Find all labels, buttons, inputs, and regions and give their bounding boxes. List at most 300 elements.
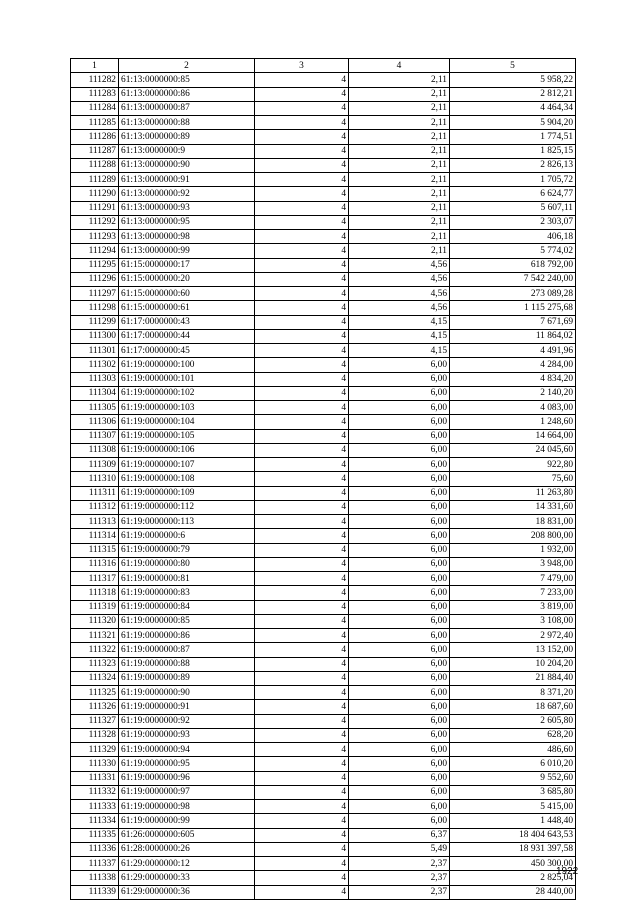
table-cell-col-1: 111326	[71, 700, 119, 714]
table-row	[71, 871, 576, 885]
table-cell-col-5: 1 248,60	[450, 415, 576, 429]
table-cell-col-2: 61:19:0000000:100	[119, 358, 255, 372]
table-cell-col-1: 111307	[71, 429, 119, 443]
table-row	[71, 686, 576, 700]
table-cell-col-1: 111290	[71, 187, 119, 201]
table-cell-col-5: 6 624,77	[450, 187, 576, 201]
table-row	[71, 785, 576, 799]
table-cell-col-4: 6,00	[349, 429, 450, 443]
table-cell-col-1: 111297	[71, 287, 119, 301]
table-cell-col-4: 6,00	[349, 671, 450, 685]
table-cell-col-1: 111286	[71, 130, 119, 144]
table-cell-col-1: 111332	[71, 785, 119, 799]
table-cell-col-2: 61:13:0000000:93	[119, 201, 255, 215]
table-cell-col-4: 6,00	[349, 714, 450, 728]
table-row	[71, 857, 576, 871]
table-cell-col-4: 6,00	[349, 572, 450, 586]
table-cell-col-5: 9 552,60	[450, 771, 576, 785]
table-cell-col-5: 3 948,00	[450, 557, 576, 571]
table-row	[71, 671, 576, 685]
table-cell-col-5: 628,20	[450, 728, 576, 742]
table-row	[71, 800, 576, 814]
table-cell-col-4: 2,11	[349, 116, 450, 130]
table-cell-col-4: 6,00	[349, 443, 450, 457]
table-cell-col-4: 2,11	[349, 158, 450, 172]
table-cell-col-3: 4	[255, 814, 349, 828]
table-row	[71, 629, 576, 643]
table-cell-col-2: 61:19:0000000:80	[119, 557, 255, 571]
table-cell-col-2: 61:13:0000000:98	[119, 230, 255, 244]
table-cell-col-2: 61:19:0000000:93	[119, 728, 255, 742]
table-cell-col-1: 111330	[71, 757, 119, 771]
table-cell-col-5: 406,18	[450, 230, 576, 244]
table-row	[71, 828, 576, 842]
table-cell-col-2: 61:15:0000000:61	[119, 301, 255, 315]
table-cell-col-3: 4	[255, 643, 349, 657]
table-cell-col-4: 2,11	[349, 215, 450, 229]
table-cell-col-3: 4	[255, 629, 349, 643]
table-cell-col-1: 111314	[71, 529, 119, 543]
table-cell-col-3: 4	[255, 486, 349, 500]
table-cell-col-3: 4	[255, 686, 349, 700]
table-cell-col-2: 61:19:0000000:87	[119, 643, 255, 657]
table-row	[71, 529, 576, 543]
table-cell-col-1: 111327	[71, 714, 119, 728]
table-cell-col-3: 4	[255, 586, 349, 600]
table-cell-col-1: 111338	[71, 871, 119, 885]
table-cell-col-5: 1 448,40	[450, 814, 576, 828]
table-cell-col-2: 61:13:0000000:88	[119, 116, 255, 130]
table-cell-col-5: 4 083,00	[450, 401, 576, 415]
table-cell-col-3: 4	[255, 714, 349, 728]
column-header-5: 5	[450, 59, 576, 73]
table-row	[71, 101, 576, 115]
table-cell-col-1: 111308	[71, 443, 119, 457]
table-cell-col-3: 4	[255, 800, 349, 814]
table-cell-col-3: 4	[255, 543, 349, 557]
table-cell-col-2: 61:29:0000000:33	[119, 871, 255, 885]
table-cell-col-2: 61:19:0000000:6	[119, 529, 255, 543]
table-cell-col-3: 4	[255, 358, 349, 372]
table-cell-col-2: 61:13:0000000:90	[119, 158, 255, 172]
table-cell-col-5: 11 263,80	[450, 486, 576, 500]
table-cell-col-5: 8 371,20	[450, 686, 576, 700]
table-cell-col-1: 111322	[71, 643, 119, 657]
table-cell-col-5: 21 884,40	[450, 671, 576, 685]
table-cell-col-2: 61:19:0000000:97	[119, 785, 255, 799]
table-cell-col-2: 61:13:0000000:9	[119, 144, 255, 158]
table-cell-col-2: 61:17:0000000:45	[119, 344, 255, 358]
table-cell-col-4: 2,11	[349, 130, 450, 144]
table-cell-col-4: 2,11	[349, 244, 450, 258]
table-cell-col-5: 4 834,20	[450, 372, 576, 386]
table-cell-col-5: 28 440,00	[450, 885, 576, 899]
table-row	[71, 814, 576, 828]
column-header-1: 1	[71, 59, 119, 73]
table-cell-col-3: 4	[255, 415, 349, 429]
table-cell-col-3: 4	[255, 515, 349, 529]
table-cell-col-5: 6 010,20	[450, 757, 576, 771]
table-cell-col-2: 61:13:0000000:92	[119, 187, 255, 201]
table-cell-col-4: 4,15	[349, 315, 450, 329]
table-cell-col-1: 111289	[71, 173, 119, 187]
table-cell-col-2: 61:13:0000000:85	[119, 73, 255, 87]
table-cell-col-2: 61:19:0000000:84	[119, 600, 255, 614]
table-cell-col-5: 208 800,00	[450, 529, 576, 543]
table-row	[71, 258, 576, 272]
table-cell-col-5: 4 284,00	[450, 358, 576, 372]
table-cell-col-4: 6,00	[349, 657, 450, 671]
header-row	[71, 59, 576, 73]
table-row	[71, 885, 576, 899]
table-cell-col-1: 111301	[71, 344, 119, 358]
page-number: 1922	[556, 866, 579, 877]
table-cell-col-4: 6,00	[349, 515, 450, 529]
table-cell-col-3: 4	[255, 215, 349, 229]
table-row	[71, 201, 576, 215]
table-cell-col-1: 111282	[71, 73, 119, 87]
table-row	[71, 158, 576, 172]
table-row	[71, 73, 576, 87]
table-cell-col-2: 61:19:0000000:88	[119, 657, 255, 671]
table-cell-col-4: 6,00	[349, 458, 450, 472]
table-cell-col-2: 61:19:0000000:107	[119, 458, 255, 472]
table-cell-col-5: 1 115 275,68	[450, 301, 576, 315]
table-cell-col-4: 2,37	[349, 857, 450, 871]
table-cell-col-1: 111325	[71, 686, 119, 700]
table-cell-col-5: 5 774,02	[450, 244, 576, 258]
table-cell-col-4: 6,00	[349, 386, 450, 400]
table-cell-col-5: 7 479,00	[450, 572, 576, 586]
table-row	[71, 87, 576, 101]
table-cell-col-2: 61:17:0000000:43	[119, 315, 255, 329]
table-cell-col-2: 61:19:0000000:99	[119, 814, 255, 828]
table-cell-col-4: 6,00	[349, 629, 450, 643]
table-cell-col-5: 18 931 397,58	[450, 842, 576, 856]
table-cell-col-2: 61:19:0000000:90	[119, 686, 255, 700]
table-cell-col-2: 61:29:0000000:12	[119, 857, 255, 871]
table-cell-col-3: 4	[255, 429, 349, 443]
table-cell-col-4: 2,11	[349, 201, 450, 215]
table-cell-col-2: 61:19:0000000:105	[119, 429, 255, 443]
table-row	[71, 386, 576, 400]
table-cell-col-3: 4	[255, 529, 349, 543]
table-cell-col-5: 14 664,00	[450, 429, 576, 443]
table-cell-col-5: 2 140,20	[450, 386, 576, 400]
table-cell-col-2: 61:29:0000000:36	[119, 885, 255, 899]
table-cell-col-1: 111296	[71, 272, 119, 286]
table-cell-col-4: 2,11	[349, 187, 450, 201]
table-row	[71, 415, 576, 429]
column-header-2: 2	[119, 59, 255, 73]
table-cell-col-1: 111336	[71, 842, 119, 856]
table-cell-col-2: 61:19:0000000:108	[119, 472, 255, 486]
table-cell-col-1: 111299	[71, 315, 119, 329]
table-cell-col-3: 4	[255, 700, 349, 714]
table-cell-col-3: 4	[255, 187, 349, 201]
table-row	[71, 643, 576, 657]
table-cell-col-2: 61:19:0000000:102	[119, 386, 255, 400]
table-row	[71, 614, 576, 628]
table-cell-col-4: 6,00	[349, 557, 450, 571]
table-row	[71, 272, 576, 286]
table-row	[71, 557, 576, 571]
table-cell-col-3: 4	[255, 785, 349, 799]
table-cell-col-2: 61:19:0000000:112	[119, 500, 255, 514]
table-cell-col-3: 4	[255, 201, 349, 215]
table-cell-col-1: 111302	[71, 358, 119, 372]
table-cell-col-4: 6,00	[349, 686, 450, 700]
table-cell-col-4: 2,11	[349, 230, 450, 244]
table-cell-col-1: 111319	[71, 600, 119, 614]
table-cell-col-5: 75,60	[450, 472, 576, 486]
table-row	[71, 429, 576, 443]
table-cell-col-4: 6,00	[349, 814, 450, 828]
table-cell-col-3: 4	[255, 757, 349, 771]
table-cell-col-3: 4	[255, 828, 349, 842]
table-cell-col-3: 4	[255, 500, 349, 514]
table-cell-col-4: 4,56	[349, 301, 450, 315]
table-row	[71, 301, 576, 315]
table-row	[71, 344, 576, 358]
table-cell-col-4: 2,11	[349, 87, 450, 101]
table-cell-col-3: 4	[255, 743, 349, 757]
table-cell-col-4: 2,37	[349, 871, 450, 885]
table-cell-col-1: 111313	[71, 515, 119, 529]
table-row	[71, 329, 576, 343]
table-cell-col-1: 111331	[71, 771, 119, 785]
table-cell-col-5: 3 819,00	[450, 600, 576, 614]
table-row	[71, 842, 576, 856]
table-cell-col-3: 4	[255, 344, 349, 358]
table-cell-col-3: 4	[255, 130, 349, 144]
table-cell-col-3: 4	[255, 87, 349, 101]
table-cell-col-1: 111300	[71, 329, 119, 343]
table-row	[71, 543, 576, 557]
table-cell-col-4: 6,00	[349, 743, 450, 757]
table-cell-col-2: 61:19:0000000:86	[119, 629, 255, 643]
table-cell-col-5: 2 605,80	[450, 714, 576, 728]
table-cell-col-5: 14 331,60	[450, 500, 576, 514]
table-cell-col-1: 111329	[71, 743, 119, 757]
table-cell-col-3: 4	[255, 871, 349, 885]
table-cell-col-5: 10 204,20	[450, 657, 576, 671]
table-cell-col-1: 111310	[71, 472, 119, 486]
table-cell-col-5: 4 464,34	[450, 101, 576, 115]
table-cell-col-1: 111284	[71, 101, 119, 115]
table-cell-col-5: 5 958,22	[450, 73, 576, 87]
table-cell-col-4: 6,00	[349, 643, 450, 657]
table-cell-col-2: 61:17:0000000:44	[119, 329, 255, 343]
table-cell-col-2: 61:19:0000000:106	[119, 443, 255, 457]
table-cell-col-1: 111335	[71, 828, 119, 842]
table-row	[71, 472, 576, 486]
table-cell-col-3: 4	[255, 287, 349, 301]
table-cell-col-2: 61:19:0000000:96	[119, 771, 255, 785]
table-cell-col-3: 4	[255, 329, 349, 343]
table-row	[71, 372, 576, 386]
table-cell-col-3: 4	[255, 144, 349, 158]
table-cell-col-4: 6,00	[349, 586, 450, 600]
table-cell-col-3: 4	[255, 244, 349, 258]
table-cell-col-1: 111334	[71, 814, 119, 828]
table-cell-col-4: 6,00	[349, 543, 450, 557]
table-cell-col-2: 61:19:0000000:79	[119, 543, 255, 557]
table-header	[71, 59, 576, 73]
table-cell-col-4: 6,00	[349, 372, 450, 386]
table-cell-col-1: 111303	[71, 372, 119, 386]
table-cell-col-3: 4	[255, 315, 349, 329]
table-cell-col-1: 111321	[71, 629, 119, 643]
table-row	[71, 486, 576, 500]
table-cell-col-2: 61:15:0000000:20	[119, 272, 255, 286]
table-cell-col-1: 111337	[71, 857, 119, 871]
table-row	[71, 287, 576, 301]
table-cell-col-3: 4	[255, 301, 349, 315]
table-cell-col-5: 13 152,00	[450, 643, 576, 657]
table-cell-col-3: 4	[255, 258, 349, 272]
table-cell-col-5: 3 108,00	[450, 614, 576, 628]
table-cell-col-1: 111287	[71, 144, 119, 158]
table-cell-col-4: 6,00	[349, 401, 450, 415]
table-cell-col-5: 2 825,04	[450, 871, 576, 885]
table-cell-col-3: 4	[255, 158, 349, 172]
table-cell-col-2: 61:13:0000000:89	[119, 130, 255, 144]
table-cell-col-1: 111305	[71, 401, 119, 415]
table-cell-col-1: 111306	[71, 415, 119, 429]
table-cell-col-4: 2,11	[349, 73, 450, 87]
table-row	[71, 116, 576, 130]
table-cell-col-5: 486,60	[450, 743, 576, 757]
table-cell-col-4: 6,00	[349, 785, 450, 799]
table-cell-col-2: 61:19:0000000:101	[119, 372, 255, 386]
table-cell-col-3: 4	[255, 671, 349, 685]
table-cell-col-1: 111288	[71, 158, 119, 172]
table-cell-col-4: 2,11	[349, 144, 450, 158]
table-cell-col-1: 111285	[71, 116, 119, 130]
table-row	[71, 358, 576, 372]
table-cell-col-5: 2 303,07	[450, 215, 576, 229]
table-row	[71, 244, 576, 258]
table-cell-col-5: 5 904,20	[450, 116, 576, 130]
table-cell-col-4: 6,00	[349, 757, 450, 771]
table-cell-col-3: 4	[255, 101, 349, 115]
table-cell-col-3: 4	[255, 614, 349, 628]
table-cell-col-2: 61:19:0000000:85	[119, 614, 255, 628]
table-cell-col-5: 18 831,00	[450, 515, 576, 529]
table-row	[71, 500, 576, 514]
column-header-3: 3	[255, 59, 349, 73]
table-cell-col-1: 111316	[71, 557, 119, 571]
table-cell-col-2: 61:19:0000000:81	[119, 572, 255, 586]
table-cell-col-3: 4	[255, 173, 349, 187]
table-cell-col-5: 1 705,72	[450, 173, 576, 187]
table-cell-col-1: 111318	[71, 586, 119, 600]
table-row	[71, 743, 576, 757]
table-row	[71, 458, 576, 472]
table-cell-col-1: 111312	[71, 500, 119, 514]
table-cell-col-5: 18 687,60	[450, 700, 576, 714]
table-cell-col-4: 6,00	[349, 600, 450, 614]
table-cell-col-4: 6,00	[349, 800, 450, 814]
table-cell-col-4: 6,00	[349, 529, 450, 543]
table-row	[71, 315, 576, 329]
table-cell-col-2: 61:15:0000000:17	[119, 258, 255, 272]
table-cell-col-5: 1 825,15	[450, 144, 576, 158]
table-body	[71, 73, 579, 900]
table-row	[71, 443, 576, 457]
table-cell-col-5: 618 792,00	[450, 258, 576, 272]
table-cell-col-2: 61:13:0000000:91	[119, 173, 255, 187]
table-row	[71, 771, 576, 785]
table-cell-col-3: 4	[255, 401, 349, 415]
table-cell-col-1: 111311	[71, 486, 119, 500]
table-row	[71, 173, 576, 187]
table-cell-col-4: 6,00	[349, 771, 450, 785]
table-cell-col-1: 111291	[71, 201, 119, 215]
table-cell-col-2: 61:26:0000000:605	[119, 828, 255, 842]
table-cell-col-4: 4,15	[349, 329, 450, 343]
table-cell-col-5: 2 972,40	[450, 629, 576, 643]
table-cell-col-3: 4	[255, 885, 349, 899]
table-cell-col-3: 4	[255, 572, 349, 586]
table-cell-col-3: 4	[255, 73, 349, 87]
table-cell-col-2: 61:19:0000000:83	[119, 586, 255, 600]
table-cell-col-5: 7 542 240,00	[450, 272, 576, 286]
table-cell-col-5: 7 671,69	[450, 315, 576, 329]
table-cell-col-4: 4,15	[349, 344, 450, 358]
table-cell-col-5: 273 089,28	[450, 287, 576, 301]
table-cell-col-1: 111315	[71, 543, 119, 557]
table-cell-col-2: 61:28:0000000:26	[119, 842, 255, 856]
table-row	[71, 586, 576, 600]
table-cell-col-2: 61:15:0000000:60	[119, 287, 255, 301]
table-cell-col-3: 4	[255, 657, 349, 671]
table-cell-col-2: 61:13:0000000:87	[119, 101, 255, 115]
table-row	[71, 401, 576, 415]
table-cell-col-2: 61:19:0000000:95	[119, 757, 255, 771]
table-cell-col-5: 922,80	[450, 458, 576, 472]
table-cell-col-4: 2,37	[349, 885, 450, 899]
table-row	[71, 572, 576, 586]
table-cell-col-5: 24 045,60	[450, 443, 576, 457]
table-cell-col-3: 4	[255, 443, 349, 457]
table-row	[71, 728, 576, 742]
table-cell-col-4: 5,49	[349, 842, 450, 856]
table-cell-col-3: 4	[255, 272, 349, 286]
table-cell-col-2: 61:13:0000000:95	[119, 215, 255, 229]
table-row	[71, 757, 576, 771]
table-cell-col-4: 4,56	[349, 272, 450, 286]
table-cell-col-3: 4	[255, 842, 349, 856]
table-row	[71, 515, 576, 529]
table-cell-col-5: 2 812,21	[450, 87, 576, 101]
table-cell-col-1: 111304	[71, 386, 119, 400]
table-cell-col-5: 1 774,51	[450, 130, 576, 144]
table-cell-col-3: 4	[255, 771, 349, 785]
table-row	[71, 187, 576, 201]
table-row	[71, 215, 576, 229]
table-cell-col-2: 61:19:0000000:103	[119, 401, 255, 415]
table-cell-col-2: 61:13:0000000:86	[119, 87, 255, 101]
table-cell-col-4: 6,00	[349, 415, 450, 429]
table-row	[71, 700, 576, 714]
table-row	[71, 144, 576, 158]
table-cell-col-5: 5 607,11	[450, 201, 576, 215]
table-cell-col-2: 61:19:0000000:113	[119, 515, 255, 529]
table-cell-col-5: 450 300,00	[450, 857, 576, 871]
table-cell-col-5: 7 233,00	[450, 586, 576, 600]
